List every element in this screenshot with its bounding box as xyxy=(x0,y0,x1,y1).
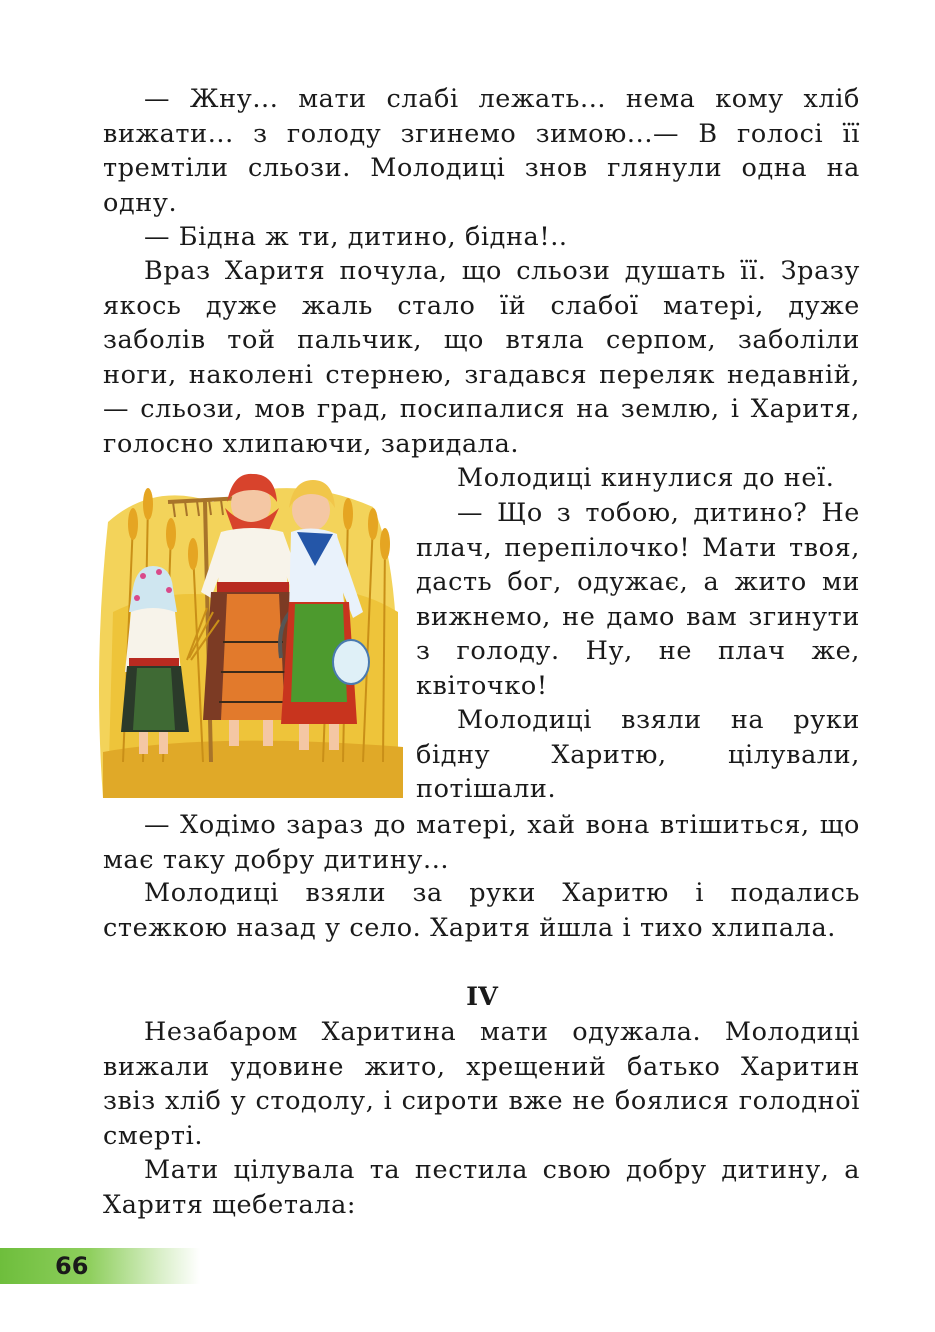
paragraph: Мати цілувала та пестила свою добру дитину, а Харитя щебетала: xyxy=(103,1155,860,1220)
paragraph: Молодиці взяли на руки бідну Харитю, цілували, потішали. xyxy=(416,705,860,804)
page-number-bar xyxy=(0,1248,200,1284)
section-heading: IV xyxy=(466,982,498,1012)
paragraph: Враз Харитя почула, що сльози душать її. Зразу якось дуже жаль стало їй слабої матері, дуже заболів той пальчик, що втяла серпом, заболіли ноги, наколені стернею, згадався переляк недавній,— сльози, мов град, посипалися на землю, і Харитя, голосно хлипаючи, заридала. xyxy=(103,256,860,459)
illustration-women-in-wheat-field xyxy=(93,462,411,798)
paragraph: — Бідна ж ти, дитино, бідна!.. xyxy=(144,222,568,252)
page-number: 66 xyxy=(55,1252,89,1280)
paragraph: Молодиці кинулися до неї. xyxy=(457,463,835,493)
paragraph: Незабаром Харитина мати одужала. Молодиці вижали удовине жито, хрещений батько Харитин звіз хліб у стодолу, і сироти вже не боялися голодної смерті. xyxy=(103,1017,860,1151)
paragraph: — Ходімо зараз до матері, хай вона втішиться, що має таку добру дитину... xyxy=(103,810,860,875)
paragraph: Молодиці взяли за руки Харитю і подались стежкою назад у село. Харитя йшла і тихо хлипала. xyxy=(103,878,860,943)
paragraph: — Жну... мати слабі лежать... нема кому хліб вижати... з голоду згинемо зимою...— В голосі її тремтіли сльози. Молодиці знов глянули одна на одну. xyxy=(103,84,860,218)
paragraph: — Що з тобою, дитино? Не плач, перепілочко! Мати твоя, дасть бог, одужає, а жито ми вижнемо, не дамо вам згинути з голоду. Ну, не плач же, квіточко! xyxy=(416,498,860,701)
